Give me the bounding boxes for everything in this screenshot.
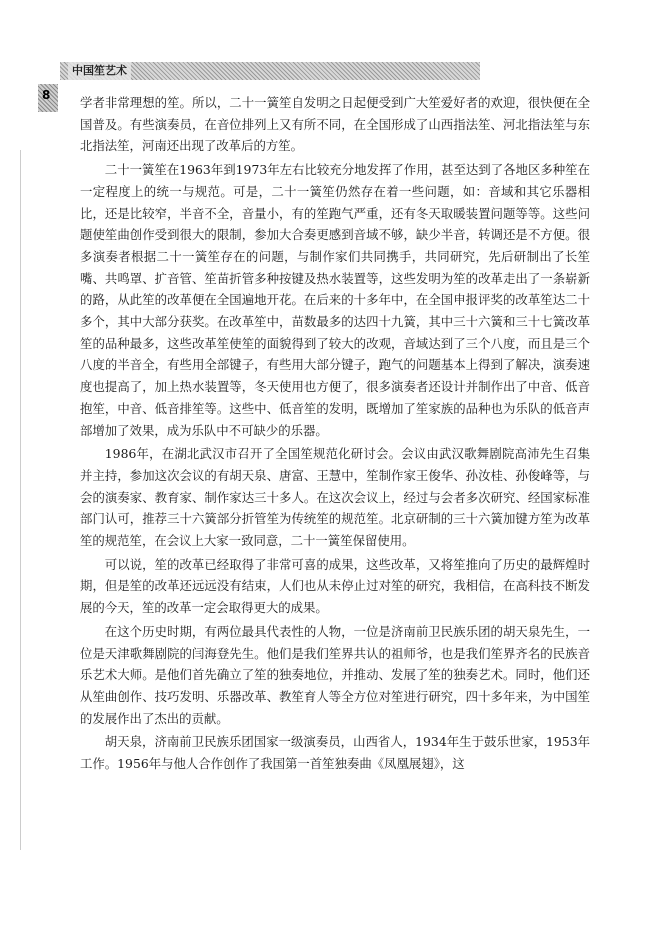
paragraph: 在这个历史时期，有两位最具代表性的人物，一位是济南前卫民族乐团的胡天泉先生，一位是天津歌舞剧院的闫海登先生。他们是我们笙界共认的祖师爷，也是我们笙界齐名的民族音乐艺术大师。是他们首先确立了笙的独奏地位，并推动、发展了笙的独奏艺术。同时，他们还从笙曲创作、技巧发明、乐器改革、教笙育人等全方位对笙进行研究，四十多年来，为中国笙的发展作出了杰出的贡献。 (80, 623, 590, 726)
margin-rule (20, 150, 21, 850)
paragraph: 1986年，在湖北武汉市召开了全国笙规范化研讨会。会议由武汉歌舞剧院高沛先生召集并主持，参加这次会议的有胡天泉、唐富、王慧中，笙制作家王俊华、孙汝桂、孙俊峰等，与会的演奏家、教育家、制作家达三十多人。在这次会议上，经过与会者多次研究、经国家标准部门认可，推荐三十六簧部分折管笙为传统笙的规范笙。北京研制的三十六簧加键方笙为改革笙的规范笙，在会议上大家一致同意，二十一簧笙保留使用。 (80, 446, 590, 549)
paragraph: 可以说，笙的改革已经取得了非常可喜的成果，这些改革，又将笙推向了历史的最辉煌时期，但是笙的改革还远远没有结束，人们也从未停止过对笙的研究，我相信，在高科技不断发展的今天，笙的改革一定会取得更大的成果。 (80, 556, 590, 616)
paragraph: 二十一簧笙在1963年到1973年左右比较充分地发挥了作用，甚至达到了各地区多种笙在一定程度上的统一与规范。可是，二十一簧笙仍然存在着一些问题，如：音域和其它乐器相比，还是比较窄，半音不全，音量小，有的笙跑气严重，还有冬天取暖装置问题等等。这些问题使笙曲创作受到很大的限制，参加大合奏更感到音域不够，缺少半音，转调还是不方便。很多演奏者根据二十一簧笙存在的问题，与制作家们共同携手，共同研究，先后研制出了长笙嘴、共鸣罩、扩音管、笙苗折管多种按键及热水装置等，这些发明为笙的改革走出了一条崭新的路，从此笙的改革便在全国遍地开花。在后来的十多年中，在全国申报评奖的改革笙达二十多个，其中大部分获奖。在改革笙中，苗数最多的达四十九簧，其中三十六簧和三十七簧改革笙的品种最多，这些改革笙使笙的面貌得到了较大的改观，音域达到了三个八度，而且是三个八度的半音全，有些用全部键子，有些用大部分键子，跑气的问题基本上得到了解决，演奏速度也提高了，加上热水装置等，冬天使用也方便了，很多演奏者还设计并制作出了中音、低音抱笙，中音、低音排笙等。这些中、低音笙的发明，既增加了笙家族的品种也为乐队的低音声部增加了效果，成为乐队中不可缺少的乐器。 (80, 162, 590, 438)
paragraph: 胡天泉，济南前卫民族乐团国家一级演奏员，山西省人，1934年生于鼓乐世家，1953年工作。1956年与他人合作创作了我国第一首笙独奏曲《凤凰展翅》，这 (80, 734, 590, 772)
paragraph-continued: 学者非常理想的笙。所以，二十一簧笙自发明之日起便受到广大笙爱好者的欢迎，很快便在全国普及。有些演奏员，在音位排列上又有所不同，在全国形成了山西指法笙、河北指法笙与东北指法笙，河南还出现了改革后的方笙。 (80, 95, 590, 154)
running-header-title: 中国笙艺术 (68, 62, 131, 80)
page-number: 8 (42, 88, 51, 102)
body-text (80, 92, 590, 775)
